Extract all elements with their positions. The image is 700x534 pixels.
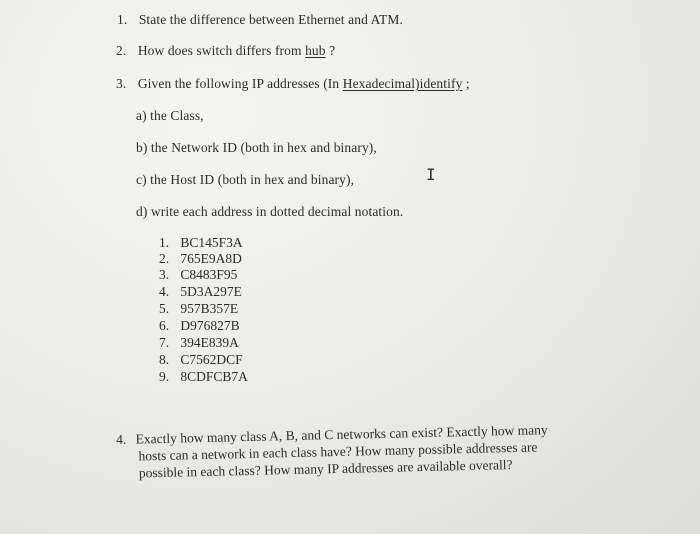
question-3-part-d: d) write each address in dotted decimal notation. [136,204,404,219]
question-1-number: 1. [117,12,128,27]
text-cursor-icon: I [426,165,436,184]
question-4-line-1: 4. Exactly how many class A, B, and C networks can exist? Exactly how many [116,422,548,447]
question-3-underlined: Hexadecimal)identify [342,76,463,91]
question-3-text-end: ; [462,76,470,91]
question-2-text: How does switch differs from [137,43,306,58]
question-4-line-2: hosts can a network in each class have? How many possible addresses are [138,439,538,464]
question-3-part-c: c) the Host ID (both in hex and binary), [136,172,355,187]
address-item: 1. BC145F3A [159,235,243,250]
address-item: 9. 8CDFCB7A [159,369,248,384]
address-item: 7. 394E839A [159,335,239,350]
question-1-text: State the difference between Ethernet and ATM. [138,12,403,27]
question-4 [116,420,597,482]
address-item: 8. C7562DCF [159,352,243,367]
address-item: 5. 957B357E [159,301,239,316]
question-1 [117,12,403,28]
question-2-number: 2. [116,43,127,58]
address-item: 2. 765E9A8D [159,251,242,266]
question-2-underlined: hub [305,43,326,58]
question-2-text-end: ? [325,43,336,58]
address-item: 4. 5D3A297E [159,284,242,299]
question-2 [116,43,335,59]
question-4-number: 4. [116,431,127,447]
question-3-part-a: a) the Class, [136,108,204,123]
address-item: 6. D976827B [159,318,240,333]
question-4-line-3: possible in each class? How many IP addresses are available overall? [138,457,513,481]
question-3-text: Given the following IP addresses (In [137,76,343,91]
question-3-part-b: b) the Network ID (both in hex and binary), [136,140,377,155]
question-3-number: 3. [116,76,127,91]
question-3 [116,76,470,92]
address-item: 3. C8483F95 [159,267,238,282]
